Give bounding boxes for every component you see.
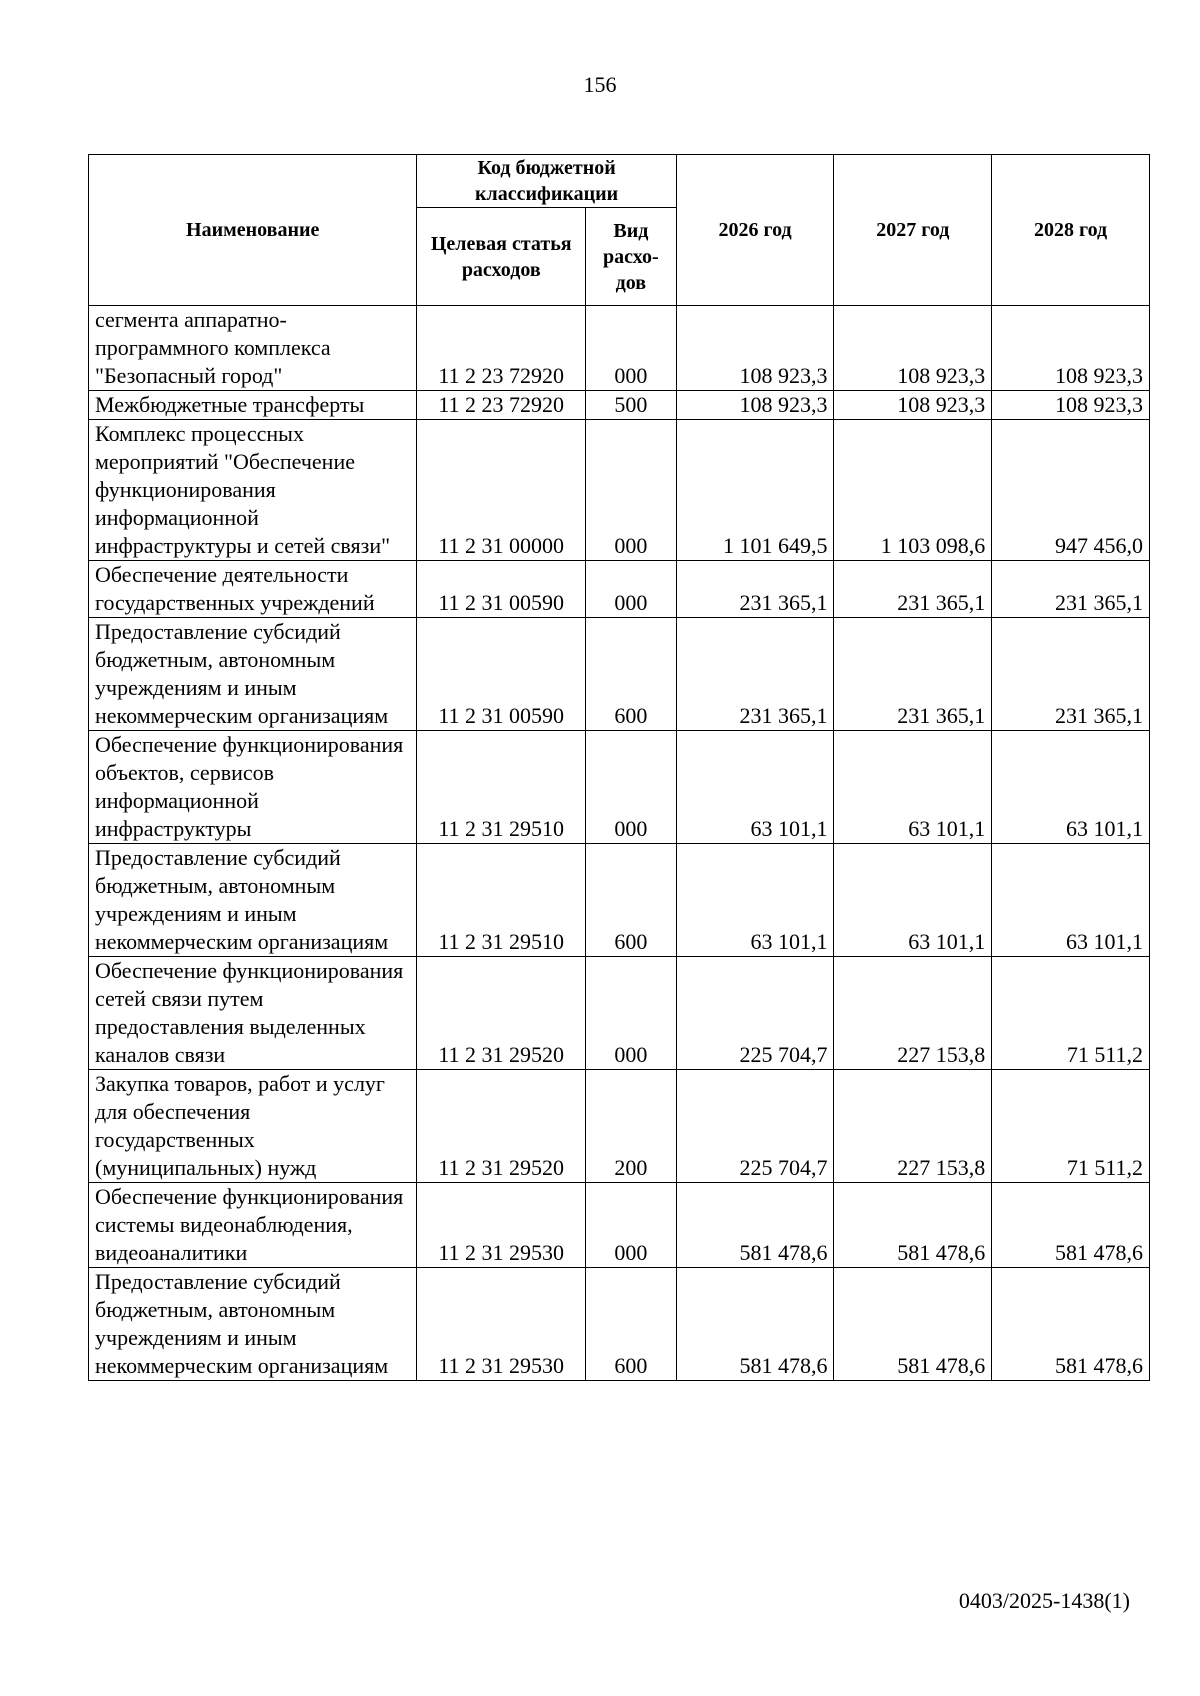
row-target-code: 11 2 31 00590 [417,618,586,731]
row-name: Предоставление субсидий бюджетным, автономным учреждениям и иным некоммерческим организациям [89,1268,417,1381]
row-value-2028: 231 365,1 [992,561,1150,618]
header-expense-type: Вид расхо-дов [586,208,677,306]
row-value-2027: 227 153,8 [834,1070,992,1183]
row-name: Обеспечение функционирования системы видеонаблюдения, видеоаналитики [89,1183,417,1268]
table-row [89,618,1150,731]
table-row [89,957,1150,1070]
page-number: 156 [583,72,617,97]
document-code: 0403/2025-1438(1) [958,1588,1130,1613]
row-target-code: 11 2 31 29510 [417,844,586,957]
row-expense-type: 000 [586,420,677,561]
row-name: Обеспечение функционирования сетей связи путем предоставления выделенных каналов связи [89,957,417,1070]
table-row [89,731,1150,844]
row-target-code: 11 2 23 72920 [417,306,586,391]
row-value-2028: 71 511,2 [992,957,1150,1070]
table-row [89,844,1150,957]
table-row [89,306,1150,391]
row-target-code: 11 2 31 00000 [417,420,586,561]
header-2027: 2027 год [834,155,992,306]
table-row [89,1268,1150,1381]
row-value-2028: 947 456,0 [992,420,1150,561]
row-name: Обеспечение функционирования объектов, сервисов информационной инфраструктуры [89,731,417,844]
row-expense-type: 500 [586,391,677,420]
row-target-code: 11 2 31 29530 [417,1183,586,1268]
row-expense-type: 600 [586,618,677,731]
row-expense-type: 600 [586,844,677,957]
row-value-2028: 108 923,3 [992,306,1150,391]
row-value-2028: 581 478,6 [992,1183,1150,1268]
row-value-2027: 581 478,6 [834,1268,992,1381]
header-2026: 2026 год [676,155,834,306]
row-value-2026: 581 478,6 [676,1183,834,1268]
row-value-2026: 108 923,3 [676,306,834,391]
header-2028: 2028 год [992,155,1150,306]
row-target-code: 11 2 31 29520 [417,1070,586,1183]
row-value-2027: 231 365,1 [834,561,992,618]
budget-table [88,154,1150,1381]
row-value-2027: 231 365,1 [834,618,992,731]
row-target-code: 11 2 31 29510 [417,731,586,844]
row-value-2028: 581 478,6 [992,1268,1150,1381]
row-name: Закупка товаров, работ и услуг для обеспечения государственных (муниципальных) нужд [89,1070,417,1183]
row-name: Обеспечение деятельности государственных учреждений [89,561,417,618]
row-value-2027: 1 103 098,6 [834,420,992,561]
row-value-2026: 225 704,7 [676,1070,834,1183]
row-expense-type: 000 [586,731,677,844]
row-value-2026: 63 101,1 [676,844,834,957]
row-value-2028: 231 365,1 [992,618,1150,731]
row-value-2026: 231 365,1 [676,561,834,618]
row-value-2027: 63 101,1 [834,844,992,957]
row-value-2028: 63 101,1 [992,844,1150,957]
row-name: Межбюджетные трансферты [89,391,417,420]
header-name: Наименование [89,155,417,306]
row-value-2026: 581 478,6 [676,1268,834,1381]
row-value-2026: 225 704,7 [676,957,834,1070]
row-value-2026: 108 923,3 [676,391,834,420]
table-row [89,1070,1150,1183]
row-expense-type: 000 [586,561,677,618]
table-row [89,420,1150,561]
row-expense-type: 200 [586,1070,677,1183]
row-target-code: 11 2 31 29520 [417,957,586,1070]
row-value-2028: 108 923,3 [992,391,1150,420]
row-expense-type: 000 [586,1183,677,1268]
header-kbk: Код бюджетной классификации [417,155,676,208]
table-row [89,391,1150,420]
row-target-code: 11 2 31 00590 [417,561,586,618]
row-value-2027: 108 923,3 [834,391,992,420]
row-value-2028: 63 101,1 [992,731,1150,844]
row-value-2026: 231 365,1 [676,618,834,731]
table-row [89,561,1150,618]
row-value-2027: 581 478,6 [834,1183,992,1268]
row-name: Предоставление субсидий бюджетным, автономным учреждениям и иным некоммерческим организациям [89,844,417,957]
row-value-2027: 227 153,8 [834,957,992,1070]
row-expense-type: 000 [586,306,677,391]
row-value-2027: 63 101,1 [834,731,992,844]
row-value-2026: 63 101,1 [676,731,834,844]
row-value-2027: 108 923,3 [834,306,992,391]
row-value-2028: 71 511,2 [992,1070,1150,1183]
row-expense-type: 000 [586,957,677,1070]
row-expense-type: 600 [586,1268,677,1381]
row-name: сегмента аппаратно-программного комплекса "Безопасный город" [89,306,417,391]
header-target-article: Целевая статья расходов [417,208,586,306]
row-name: Комплекс процессных мероприятий "Обеспечение функционирования информационной инфраструктуры и сетей связи" [89,420,417,561]
row-value-2026: 1 101 649,5 [676,420,834,561]
table-row [89,1183,1150,1268]
row-target-code: 11 2 23 72920 [417,391,586,420]
row-name: Предоставление субсидий бюджетным, автономным учреждениям и иным некоммерческим организациям [89,618,417,731]
row-target-code: 11 2 31 29530 [417,1268,586,1381]
